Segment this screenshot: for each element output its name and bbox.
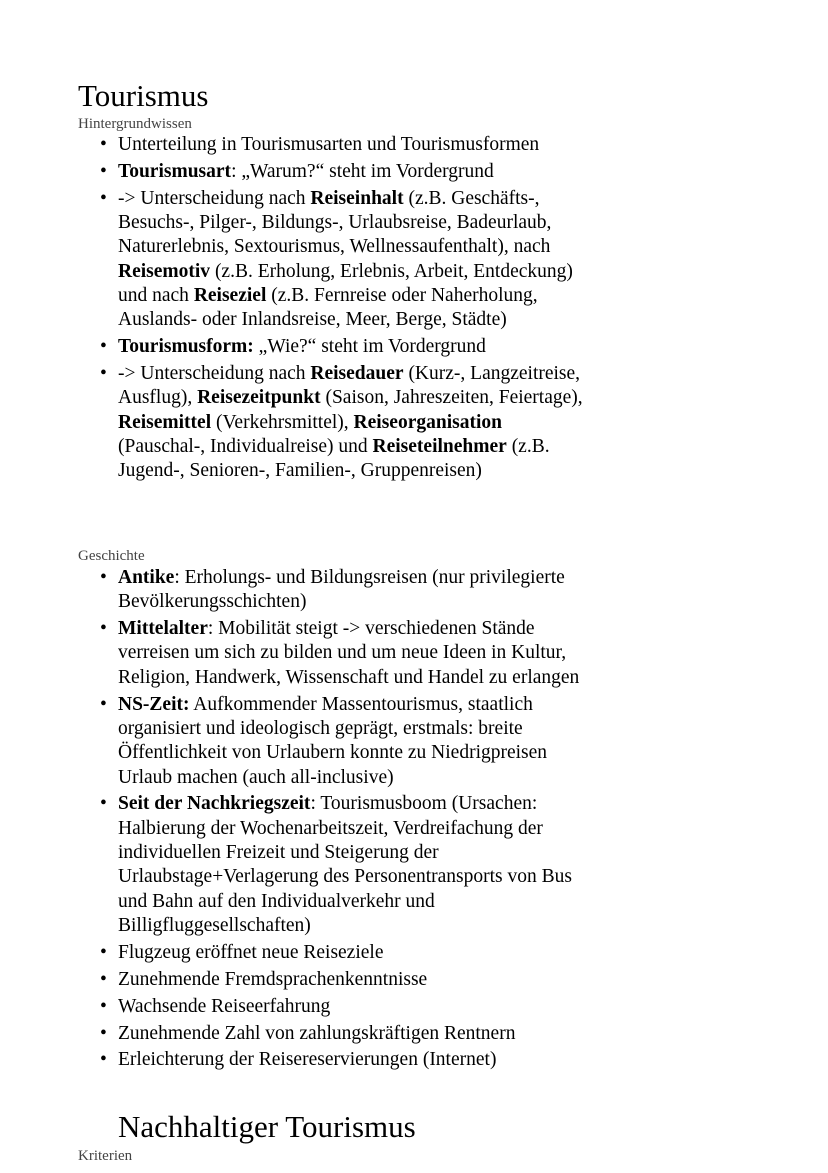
item-text: (Pauschal-, Individualreise) und bbox=[118, 435, 373, 457]
item-text: : Erholungs- und Bildungsreisen (nur privilegierte Bevölkerungsschichten) bbox=[118, 567, 565, 613]
bold-term: Reisemittel bbox=[118, 411, 212, 433]
bold-term: Reisedauer bbox=[310, 363, 404, 385]
bold-term: Antike bbox=[118, 567, 175, 588]
hintergrundwissen-list bbox=[100, 133, 590, 486]
bold-term: Tourismusform: bbox=[118, 336, 254, 358]
item-text: (Saison, Jahreszeiten, Feiertage), bbox=[320, 387, 583, 409]
list-item bbox=[100, 133, 590, 157]
item-text: Unterteilung in Tourismusarten und Tourismusformen bbox=[118, 134, 540, 155]
item-text: Wachsende Reiseerfahrung bbox=[118, 995, 331, 1017]
list-item bbox=[100, 566, 590, 615]
list-item bbox=[100, 335, 590, 359]
item-text: „Wie?“ steht im Vordergrund bbox=[253, 336, 486, 358]
list-item bbox=[100, 1022, 590, 1046]
list-item bbox=[100, 792, 590, 938]
item-text: (z.B. Fernreise oder Naherholung, Auslands- oder Inlandsreise, Meer, Berge, Städte) bbox=[118, 284, 538, 331]
item-text: (z.B. Jugend-, Senioren-, Familien-, Gruppenreisen) bbox=[118, 435, 550, 482]
item-text: Zunehmende Zahl von zahlungskräftigen Rentnern bbox=[118, 1022, 516, 1044]
section-heading-hintergrundwissen: Hintergrundwissen bbox=[78, 116, 192, 132]
item-text: -> Unterscheidung nach bbox=[118, 363, 311, 385]
item-text: Flugzeug eröffnet neue Reiseziele bbox=[118, 941, 384, 963]
item-text: (Verkehrsmittel), bbox=[211, 411, 354, 433]
bold-term: Mittelalter bbox=[118, 618, 208, 640]
bold-term: Tourismusart bbox=[118, 160, 232, 182]
item-text: (z.B. Erholung, Erlebnis, Arbeit, Entdeckung) und nach bbox=[118, 260, 573, 306]
section-heading-kriterien: Kriterien bbox=[78, 1148, 133, 1164]
item-text: (z.B. Geschäfts-, Besuchs-, Pilger-, Bildungs-, Urlaubsreise, Badeurlaub, Naturerlebnis, Sextourismus, Wellnessaufenthalt), nach bbox=[118, 187, 552, 258]
geschichte-list bbox=[100, 566, 590, 1075]
bold-term: Seit der Nachkriegszeit bbox=[118, 793, 311, 815]
item-text: Zunehmende Fremdsprachenkenntnisse bbox=[118, 968, 428, 990]
bold-term: Reisemotiv bbox=[118, 260, 211, 282]
item-text: -> Unterscheidung nach bbox=[118, 187, 311, 209]
item-text: Erleichterung der Reisereservierungen (Internet) bbox=[118, 1049, 497, 1071]
list-item bbox=[100, 968, 590, 992]
list-item bbox=[100, 941, 590, 965]
list-item bbox=[100, 617, 590, 690]
bold-term: Reiseziel bbox=[193, 284, 267, 306]
item-text: Aufkommender Massentourismus, staatlich organisiert und ideologisch geprägt, erstmals: breite Öffentlichkeit von Urlaubern konnte zu Niedrigpreisen Urlaub machen (auch all-inclusive) bbox=[118, 693, 548, 788]
item-text: : „Warum?“ steht im Vordergrund bbox=[231, 160, 494, 182]
section-title-nachhaltiger-tourismus: Nachhaltiger Tourismus bbox=[118, 1109, 416, 1144]
list-item bbox=[100, 1048, 590, 1072]
item-text: (Kurz-, Langzeitreise, Ausflug), bbox=[118, 363, 581, 409]
section-heading-geschichte: Geschichte bbox=[78, 548, 145, 564]
bold-term: NS-Zeit: bbox=[118, 693, 190, 715]
list-item bbox=[100, 693, 590, 790]
list-item bbox=[100, 187, 590, 333]
item-text: : Mobilität steigt -> verschiedenen Stände verreisen um sich zu bilden und um neue Ideen in Kultur, Religion, Handwerk, Wissenschaft und Handel zu erlangen bbox=[118, 618, 580, 688]
bold-term: Reiseteilnehmer bbox=[372, 435, 507, 457]
bold-term: Reisezeitpunkt bbox=[197, 387, 321, 409]
bold-term: Reiseinhalt bbox=[310, 187, 404, 209]
list-item bbox=[100, 362, 590, 483]
list-item bbox=[100, 160, 590, 184]
item-text: : Tourismusboom (Ursachen: Halbierung der Wochenarbeitszeit, Verdreifachung der individuellen Freizeit und Steigerung der Urlaubstage+Verlagerung des Personentransports von Bus und Bahn auf den Individualverkehr und Billigfluggesellschaften) bbox=[118, 793, 572, 936]
list-item bbox=[100, 995, 590, 1019]
page-title: Tourismus bbox=[78, 78, 209, 113]
bold-term: Reiseorganisation bbox=[353, 411, 502, 433]
